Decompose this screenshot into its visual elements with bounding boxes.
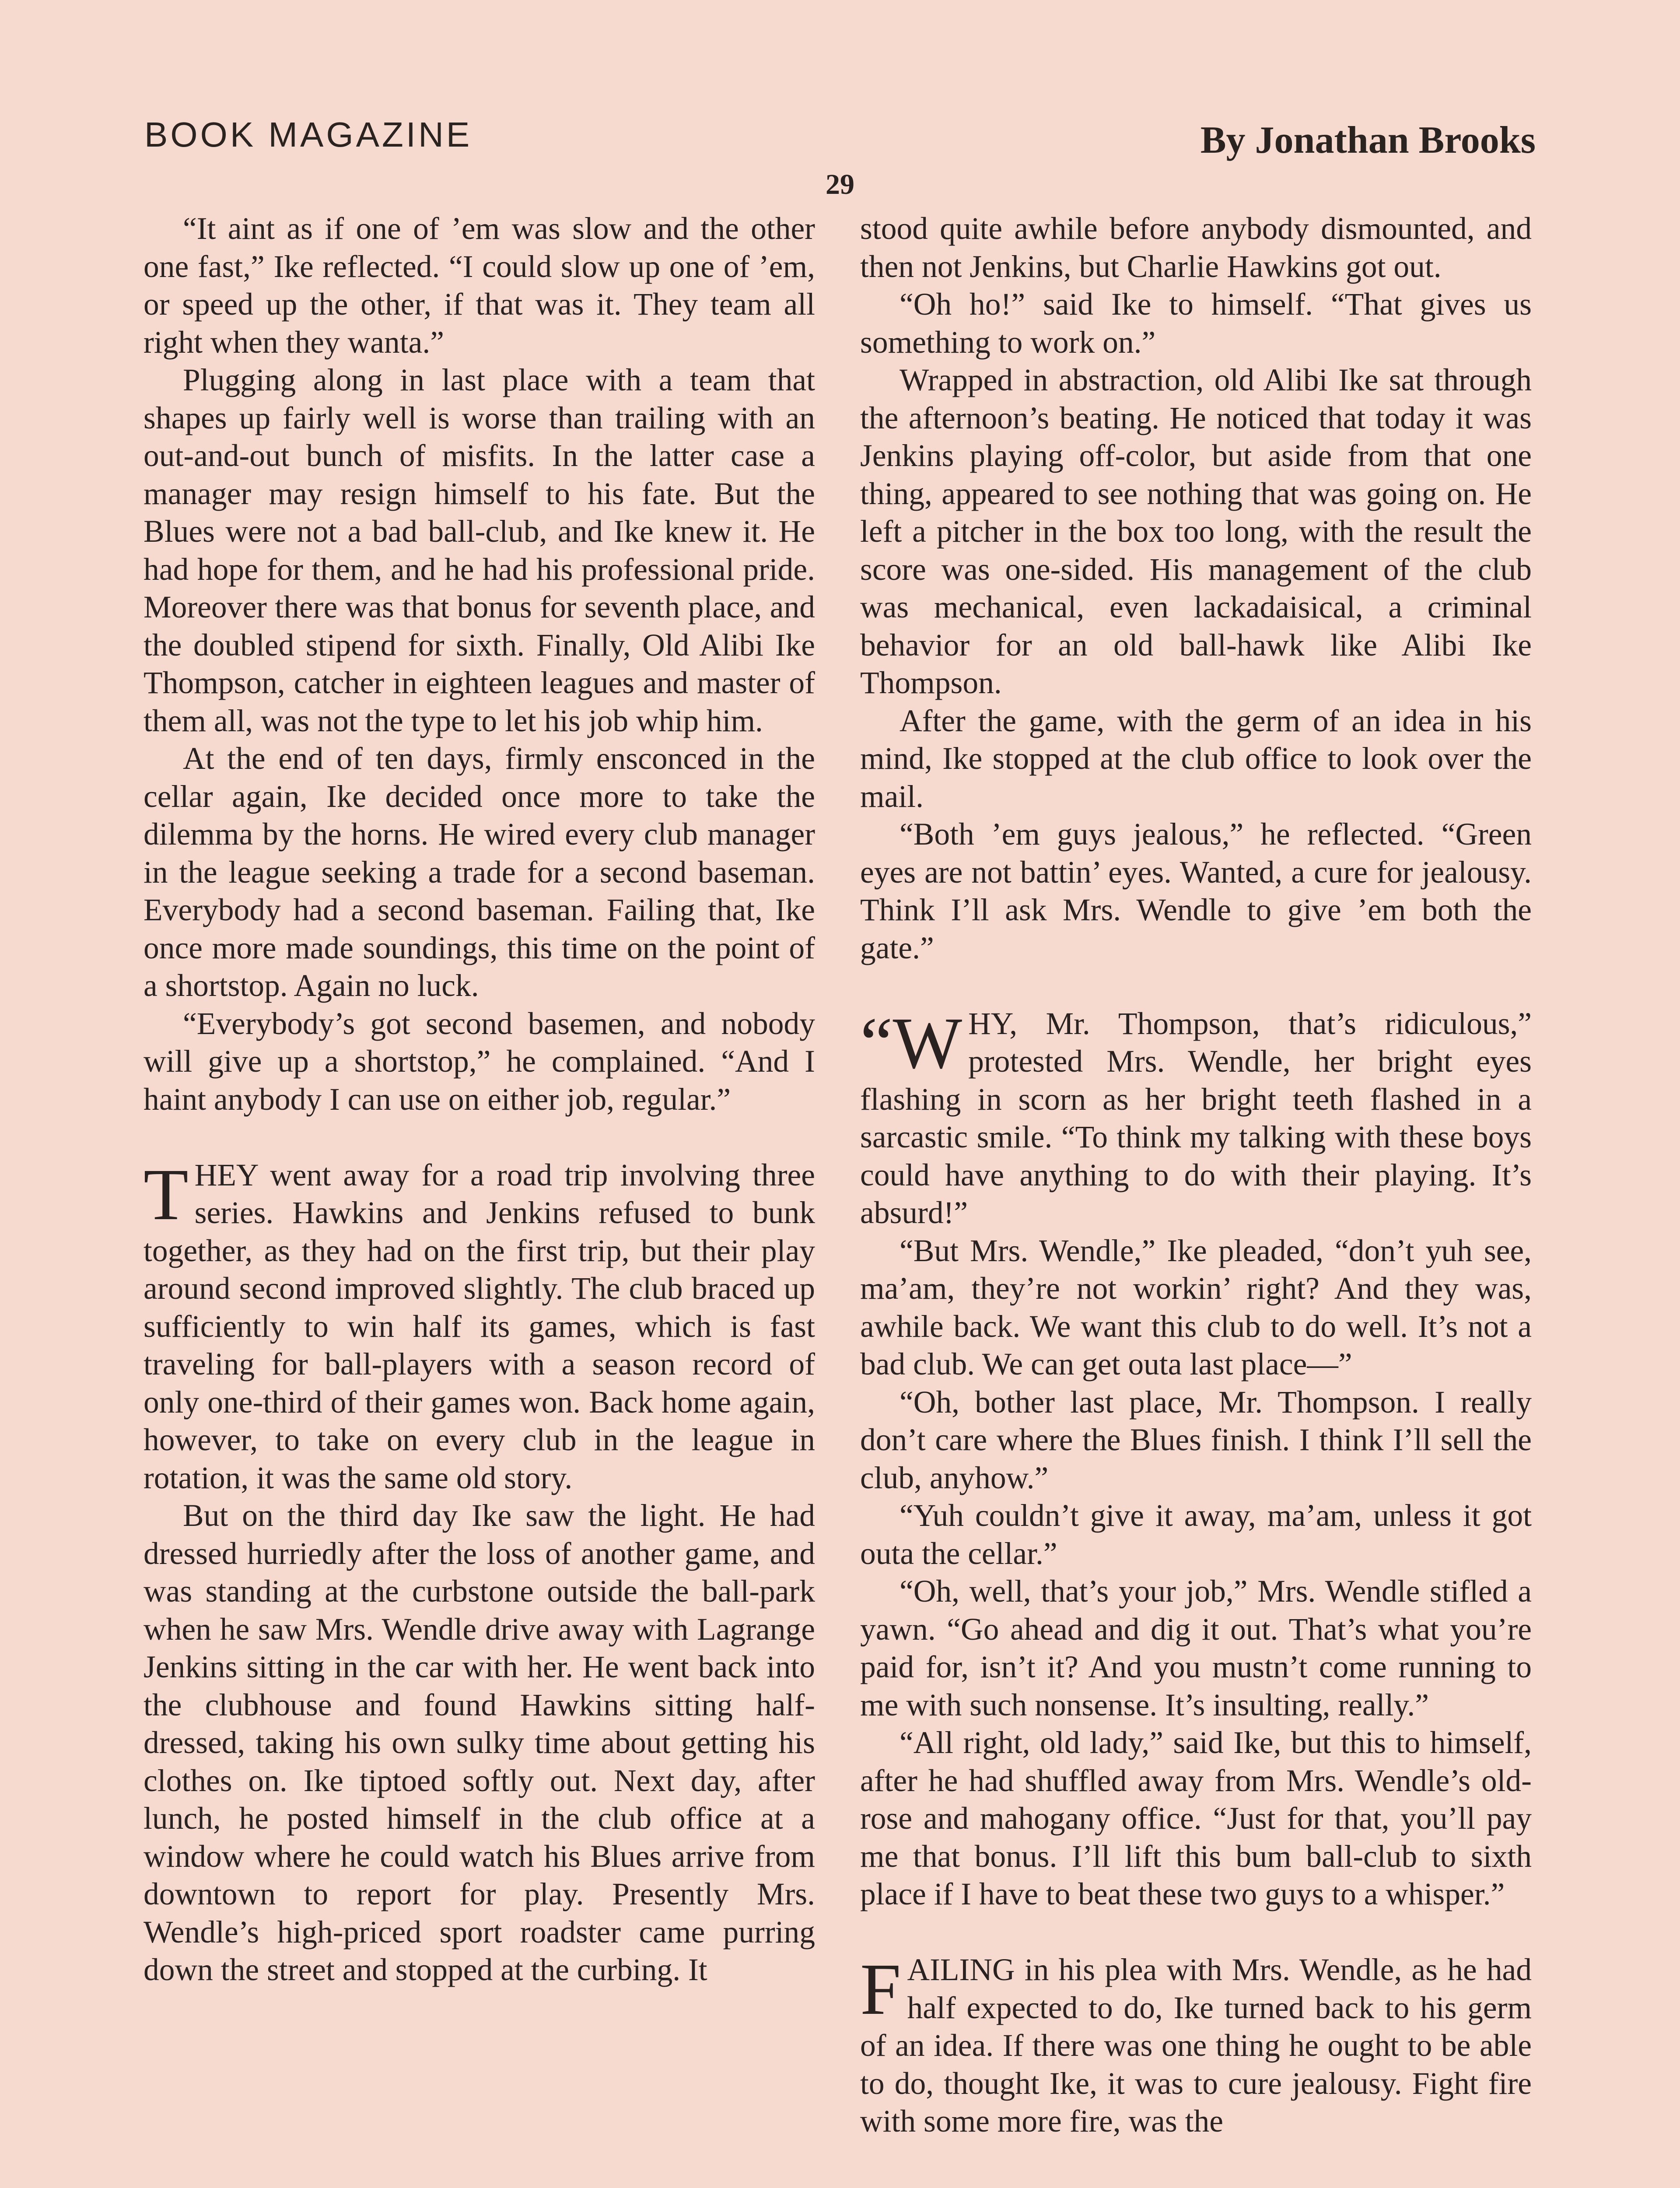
paragraph: “Yuh couldn’t give it away, ma’am, unless it got outa the cellar.”: [860, 1498, 1532, 1571]
paragraph: At the end of ten days, firmly ensconced in the cellar again, Ike decided once more to take the dilemma by the horns. He wired every club manager in the league seeking a trade for a second baseman. Everybody had a second baseman. Failing that, Ike once more made soundings, this time on the point of a shortstop. Again no luck.: [144, 741, 815, 1003]
drop-cap: T: [144, 1154, 189, 1235]
paragraph: Wrapped in abstraction, old Alibi Ike sat through the afternoon’s beating. He noticed that today it was Jenkins playing off-color, but aside from that one thing, appeared to see nothing that was going on. He left a pitcher in the box too long, with the result the score was one-sided. His management of the club was mechanical, even lackadaisical, a criminal behavior for an old ball-hawk like Alibi Ike Thompson.: [860, 363, 1532, 700]
paragraph: “But Mrs. Wendle,” Ike pleaded, “don’t yuh see, ma’am, they’re not workin’ right? And they was, awhile back. We want this club to do well. It’s not a bad club. We can get outa last place—”: [860, 1233, 1532, 1382]
drop-cap: F: [860, 1949, 901, 2030]
paragraph: “Oh, well, that’s your job,” Mrs. Wendle stifled a yawn. “Go ahead and dig it out. That’s what you’re paid for, isn’t it? And you mustn’t come running to me with such nonsense. It’s insulting, really.”: [860, 1574, 1532, 1722]
left-column: [144, 210, 815, 1989]
paragraph: “Both ’em guys jealous,” he reflected. “Green eyes are not battin’ eyes. Wanted, a cure for jealousy. Think I’ll ask Mrs. Wendle to give ’em both the gate.”: [860, 817, 1532, 965]
right-column: [860, 210, 1532, 2141]
paragraph-dropcap: [860, 1002, 1532, 1232]
magazine-title: BOOK MAGAZINE: [144, 115, 472, 154]
paragraph-dropcap: [144, 1154, 815, 1497]
paragraph-text: AILING in his plea with Mrs. Wendle, as he had half expected to do, Ike turned back to his germ of an idea. If there was one thing he ought to be able to do, thought Ike, it was to cure jealousy. Fight fire with some more fire, was the: [860, 1953, 1532, 2139]
page-number: 29: [826, 168, 854, 200]
paragraph-dropcap: [860, 1951, 1532, 2141]
paragraph: Plugging along in last place with a team that shapes up fairly well is worse than trailing with an out-and-out bunch of misfits. In the latter case a manager may resign himself to his fate. But the Blues were not a bad ball-club, and Ike knew it. He had hope for them, and he had his professional pride. Moreover there was that bonus for seventh place, and the doubled stipend for sixth. Finally, Old Alibi Ike Thompson, catcher in eighteen leagues and master of them all, was not the type to let his job whip him.: [144, 363, 815, 738]
paragraph: “Everybody’s got second basemen, and nobody will give up a shortstop,” he complained. “And I haint anybody I can use on either job, regular.”: [144, 1006, 815, 1117]
paragraph: “It aint as if one of ’em was slow and the other one fast,” Ike reflected. “I could slow up one of ’em, or speed up the other, if that was it. They team all right when they wanta.”: [144, 211, 815, 360]
paragraph: stood quite awhile before anybody dismounted, and then not Jenkins, but Charlie Hawkins got out.: [860, 211, 1532, 284]
paragraph-text: HEY went away for a road trip involving three series. Hawkins and Jenkins refused to bunk together, as they had on the first trip, but their play around second improved slightly. The club braced up sufficiently to win half its games, which is fast traveling for ball-players with a season record of only one-third of their games won. Back home again, however, to take on every club in the league in rotation, it was the same old story.: [144, 1157, 815, 1495]
paragraph: “All right, old lady,” said Ike, but this to himself, after he had shuffled away from Mrs. Wendle’s old-rose and mahogany office. “Just for that, you’ll pay me that bonus. I’ll lift this bum ball-club to sixth place if I have to beat these two guys to a whisper.”: [860, 1725, 1532, 1911]
author-byline: By Jonathan Brooks: [1200, 119, 1536, 161]
paragraph: But on the third day Ike saw the light. He had dressed hurriedly after the loss of another game, and was standing at the curbstone outside the ball-park when he saw Mrs. Wendle drive away with Lagrange Jenkins sitting in the car with her. He went back into the clubhouse and found Hawkins sitting half-dressed, taking his own sulky time about getting his clothes on. Ike tiptoed softly out. Next day, after lunch, he posted himself in the club office at a window where he could watch his Blues arrive from downtown to report for play. Presently Mrs. Wendle’s high-priced sport roadster came purring down the street and stopped at the curbing. It: [144, 1498, 815, 1987]
drop-cap: “W: [860, 1002, 962, 1084]
paragraph: After the game, with the germ of an idea in his mind, Ike stopped at the club office to look over the mail.: [860, 703, 1532, 814]
paragraph: “Oh ho!” said Ike to himself. “That gives us something to work on.”: [860, 287, 1532, 360]
paragraph: “Oh, bother last place, Mr. Thompson. I really don’t care where the Blues finish. I think I’ll sell the club, anyhow.”: [860, 1385, 1532, 1495]
paragraph-text: HY, Mr. Thompson, that’s ridiculous,” protested Mrs. Wendle, her bright eyes flashing in scorn as her bright teeth flashed in a sarcastic smile. “To think my talking with these boys could have anything to do with their playing. It’s absurd!”: [860, 1006, 1532, 1230]
